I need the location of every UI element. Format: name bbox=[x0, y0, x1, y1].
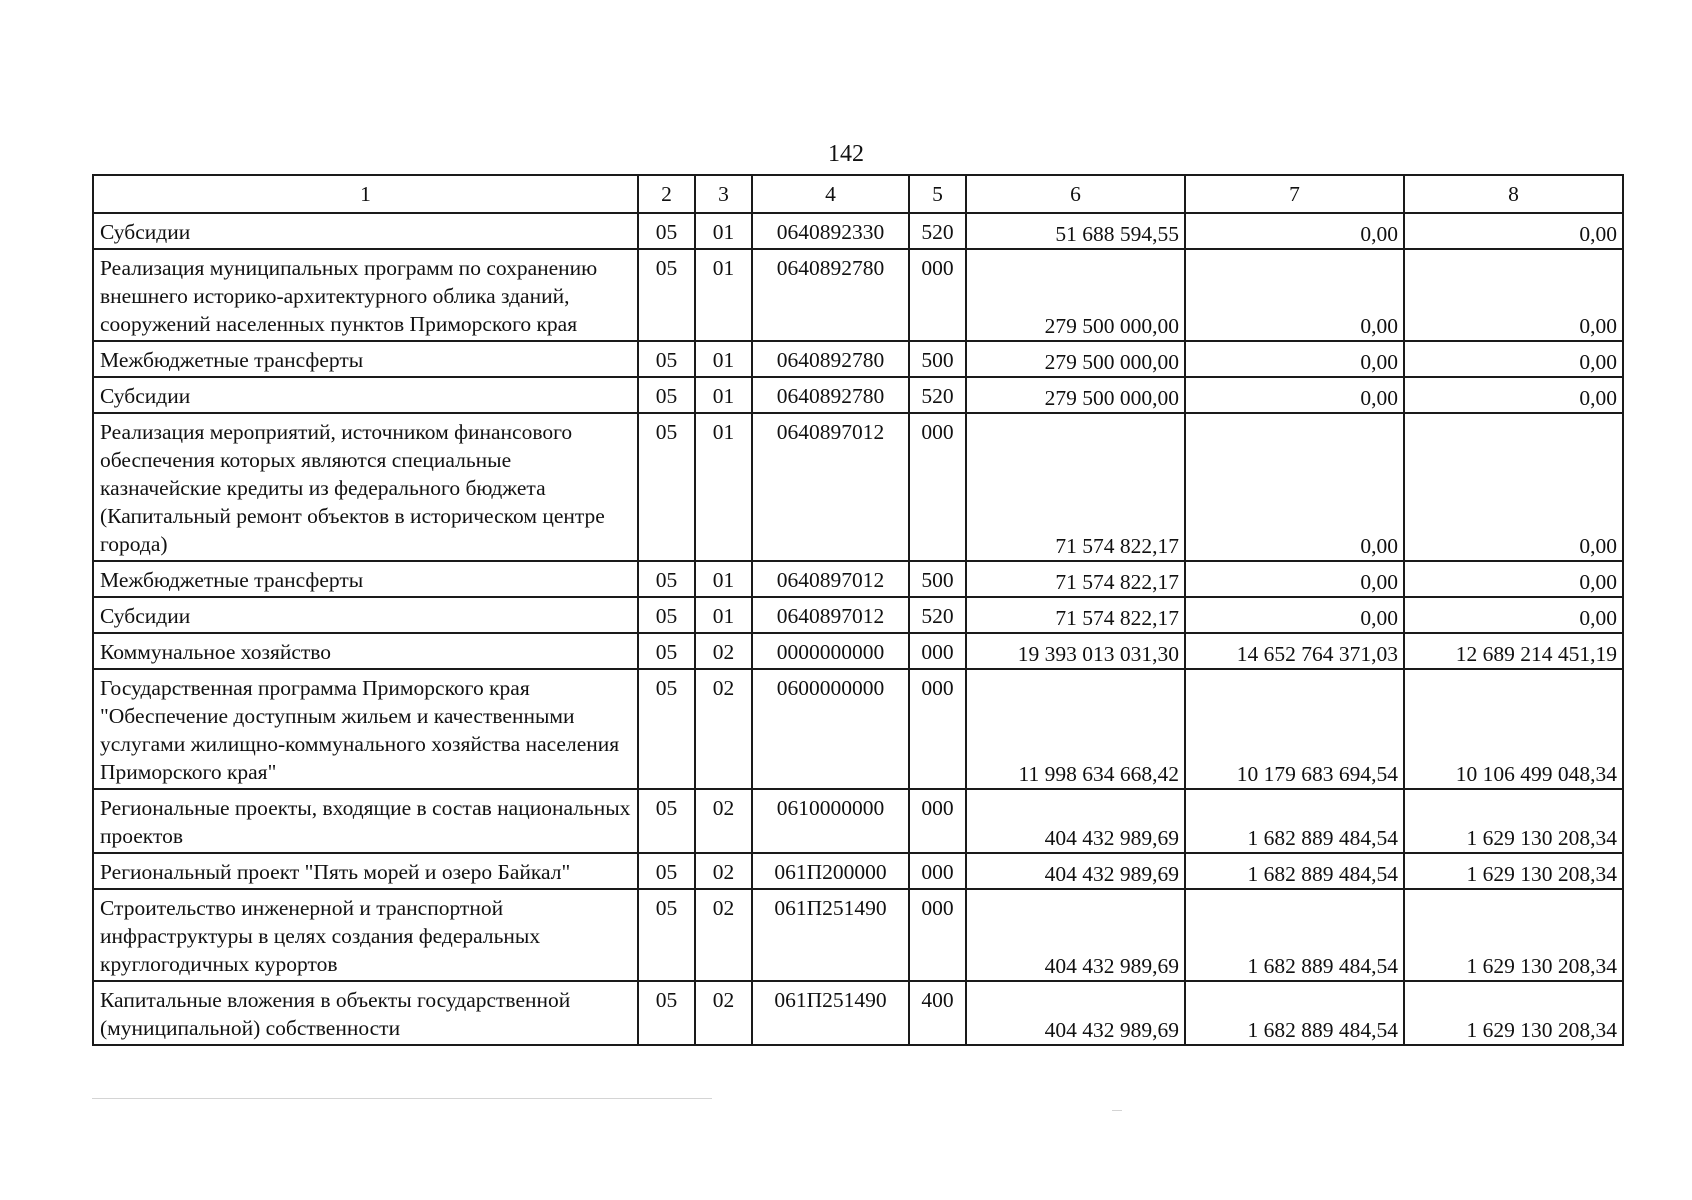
subsection-code: 01 bbox=[695, 377, 752, 413]
row-name: Субсидии bbox=[93, 213, 638, 249]
table-row bbox=[93, 853, 1623, 889]
column-header: 4 bbox=[752, 175, 909, 213]
column-header: 8 bbox=[1404, 175, 1623, 213]
expense-type-code: 520 bbox=[909, 597, 966, 633]
amount-col-6: 11 998 634 668,42 bbox=[966, 669, 1185, 789]
table-row bbox=[93, 213, 1623, 249]
row-name: Строительство инженерной и транспортной инфраструктуры в целях создания федеральных круглогодичных курортов bbox=[93, 889, 638, 981]
target-article-code: 0640897012 bbox=[752, 413, 909, 561]
table-row bbox=[93, 377, 1623, 413]
expense-type-code: 000 bbox=[909, 669, 966, 789]
subsection-code: 02 bbox=[695, 981, 752, 1045]
target-article-code: 0000000000 bbox=[752, 633, 909, 669]
subsection-code: 02 bbox=[695, 853, 752, 889]
section-code: 05 bbox=[638, 561, 695, 597]
amount-col-8: 1 629 130 208,34 bbox=[1404, 853, 1623, 889]
target-article-code: 0600000000 bbox=[752, 669, 909, 789]
table-row bbox=[93, 341, 1623, 377]
row-name: Региональные проекты, входящие в состав национальных проектов bbox=[93, 789, 638, 853]
table-row bbox=[93, 981, 1623, 1045]
budget-table bbox=[92, 174, 1624, 1046]
expense-type-code: 520 bbox=[909, 377, 966, 413]
amount-col-7: 0,00 bbox=[1185, 213, 1404, 249]
subsection-code: 01 bbox=[695, 249, 752, 341]
section-code: 05 bbox=[638, 413, 695, 561]
amount-col-7: 10 179 683 694,54 bbox=[1185, 669, 1404, 789]
scan-artifact-line bbox=[92, 1098, 712, 1099]
amount-col-7: 1 682 889 484,54 bbox=[1185, 981, 1404, 1045]
row-name: Субсидии bbox=[93, 597, 638, 633]
amount-col-8: 0,00 bbox=[1404, 249, 1623, 341]
table-row bbox=[93, 249, 1623, 341]
table-body bbox=[93, 213, 1623, 1045]
table-row bbox=[93, 633, 1623, 669]
amount-col-7: 1 682 889 484,54 bbox=[1185, 853, 1404, 889]
section-code: 05 bbox=[638, 853, 695, 889]
amount-col-7: 1 682 889 484,54 bbox=[1185, 889, 1404, 981]
subsection-code: 02 bbox=[695, 633, 752, 669]
target-article-code: 0640892780 bbox=[752, 249, 909, 341]
header-row bbox=[93, 175, 1623, 213]
target-article-code: 061П251490 bbox=[752, 889, 909, 981]
target-article-code: 0610000000 bbox=[752, 789, 909, 853]
subsection-code: 01 bbox=[695, 341, 752, 377]
target-article-code: 061П251490 bbox=[752, 981, 909, 1045]
expense-type-code: 520 bbox=[909, 213, 966, 249]
amount-col-6: 71 574 822,17 bbox=[966, 413, 1185, 561]
amount-col-6: 279 500 000,00 bbox=[966, 377, 1185, 413]
amount-col-8: 0,00 bbox=[1404, 213, 1623, 249]
row-name: Региональный проект "Пять морей и озеро Байкал" bbox=[93, 853, 638, 889]
column-header: 2 bbox=[638, 175, 695, 213]
amount-col-8: 1 629 130 208,34 bbox=[1404, 889, 1623, 981]
amount-col-6: 71 574 822,17 bbox=[966, 597, 1185, 633]
column-header: 6 bbox=[966, 175, 1185, 213]
amount-col-6: 71 574 822,17 bbox=[966, 561, 1185, 597]
amount-col-8: 0,00 bbox=[1404, 413, 1623, 561]
amount-col-8: 12 689 214 451,19 bbox=[1404, 633, 1623, 669]
subsection-code: 01 bbox=[695, 213, 752, 249]
amount-col-8: 0,00 bbox=[1404, 341, 1623, 377]
amount-col-8: 10 106 499 048,34 bbox=[1404, 669, 1623, 789]
table-header bbox=[93, 175, 1623, 213]
section-code: 05 bbox=[638, 377, 695, 413]
subsection-code: 01 bbox=[695, 597, 752, 633]
scan-artifact-line bbox=[1112, 1110, 1122, 1111]
page-number: 142 bbox=[828, 141, 864, 167]
row-name: Межбюджетные трансферты bbox=[93, 561, 638, 597]
section-code: 05 bbox=[638, 597, 695, 633]
row-name: Реализация мероприятий, источником финансового обеспечения которых являются специальные казначейские кредиты из федерального бюджета (Капитальный ремонт объектов в историческом центре города) bbox=[93, 413, 638, 561]
target-article-code: 0640892330 bbox=[752, 213, 909, 249]
section-code: 05 bbox=[638, 669, 695, 789]
target-article-code: 0640897012 bbox=[752, 597, 909, 633]
target-article-code: 0640897012 bbox=[752, 561, 909, 597]
row-name: Субсидии bbox=[93, 377, 638, 413]
amount-col-6: 279 500 000,00 bbox=[966, 249, 1185, 341]
table-row bbox=[93, 789, 1623, 853]
amount-col-6: 404 432 989,69 bbox=[966, 981, 1185, 1045]
table-row bbox=[93, 413, 1623, 561]
section-code: 05 bbox=[638, 889, 695, 981]
section-code: 05 bbox=[638, 213, 695, 249]
row-name: Государственная программа Приморского края "Обеспечение доступным жильем и качественными услугами жилищно-коммунального хозяйства населения Приморского края" bbox=[93, 669, 638, 789]
expense-type-code: 000 bbox=[909, 633, 966, 669]
amount-col-6: 279 500 000,00 bbox=[966, 341, 1185, 377]
amount-col-8: 0,00 bbox=[1404, 377, 1623, 413]
amount-col-8: 1 629 130 208,34 bbox=[1404, 789, 1623, 853]
amount-col-7: 0,00 bbox=[1185, 341, 1404, 377]
section-code: 05 bbox=[638, 249, 695, 341]
row-name: Капитальные вложения в объекты государственной (муниципальной) собственности bbox=[93, 981, 638, 1045]
row-name: Межбюджетные трансферты bbox=[93, 341, 638, 377]
amount-col-8: 1 629 130 208,34 bbox=[1404, 981, 1623, 1045]
row-name: Коммунальное хозяйство bbox=[93, 633, 638, 669]
amount-col-6: 19 393 013 031,30 bbox=[966, 633, 1185, 669]
table-row bbox=[93, 561, 1623, 597]
expense-type-code: 000 bbox=[909, 413, 966, 561]
table-row bbox=[93, 889, 1623, 981]
subsection-code: 02 bbox=[695, 669, 752, 789]
amount-col-6: 404 432 989,69 bbox=[966, 889, 1185, 981]
column-header: 5 bbox=[909, 175, 966, 213]
subsection-code: 02 bbox=[695, 789, 752, 853]
row-name: Реализация муниципальных программ по сохранению внешнего историко-архитектурного облика зданий, сооружений населенных пунктов Приморского края bbox=[93, 249, 638, 341]
amount-col-7: 0,00 bbox=[1185, 249, 1404, 341]
subsection-code: 01 bbox=[695, 413, 752, 561]
subsection-code: 01 bbox=[695, 561, 752, 597]
amount-col-7: 14 652 764 371,03 bbox=[1185, 633, 1404, 669]
column-header: 1 bbox=[93, 175, 638, 213]
expense-type-code: 500 bbox=[909, 561, 966, 597]
section-code: 05 bbox=[638, 341, 695, 377]
amount-col-6: 51 688 594,55 bbox=[966, 213, 1185, 249]
target-article-code: 0640892780 bbox=[752, 377, 909, 413]
amount-col-7: 0,00 bbox=[1185, 413, 1404, 561]
amount-col-8: 0,00 bbox=[1404, 561, 1623, 597]
table-row bbox=[93, 669, 1623, 789]
subsection-code: 02 bbox=[695, 889, 752, 981]
amount-col-7: 0,00 bbox=[1185, 561, 1404, 597]
column-header: 3 bbox=[695, 175, 752, 213]
table-row bbox=[93, 597, 1623, 633]
expense-type-code: 400 bbox=[909, 981, 966, 1045]
amount-col-6: 404 432 989,69 bbox=[966, 853, 1185, 889]
amount-col-7: 0,00 bbox=[1185, 377, 1404, 413]
expense-type-code: 000 bbox=[909, 853, 966, 889]
expense-type-code: 500 bbox=[909, 341, 966, 377]
expense-type-code: 000 bbox=[909, 789, 966, 853]
section-code: 05 bbox=[638, 633, 695, 669]
amount-col-6: 404 432 989,69 bbox=[966, 789, 1185, 853]
target-article-code: 0640892780 bbox=[752, 341, 909, 377]
section-code: 05 bbox=[638, 981, 695, 1045]
section-code: 05 bbox=[638, 789, 695, 853]
expense-type-code: 000 bbox=[909, 889, 966, 981]
amount-col-7: 1 682 889 484,54 bbox=[1185, 789, 1404, 853]
expense-type-code: 000 bbox=[909, 249, 966, 341]
target-article-code: 061П200000 bbox=[752, 853, 909, 889]
column-header: 7 bbox=[1185, 175, 1404, 213]
amount-col-7: 0,00 bbox=[1185, 597, 1404, 633]
amount-col-8: 0,00 bbox=[1404, 597, 1623, 633]
